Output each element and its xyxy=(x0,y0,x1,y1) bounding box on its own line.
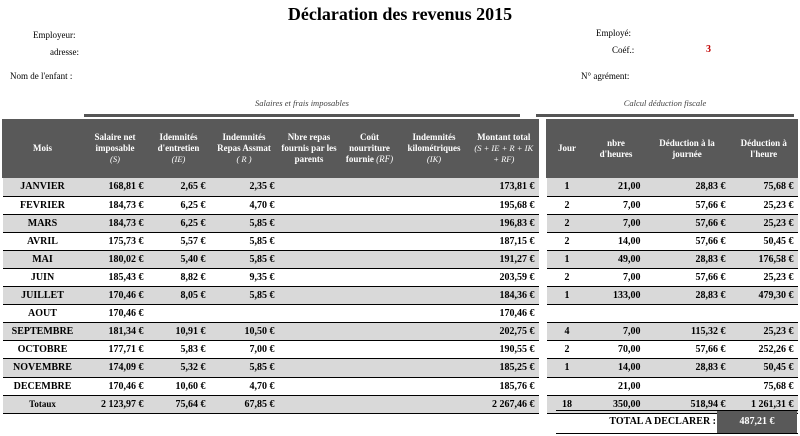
table-row xyxy=(3,196,798,214)
cell-heures: 7,00 xyxy=(588,196,645,214)
header-nbre-repas: Nbre repas fournis par les parents xyxy=(279,119,340,178)
cell-nbre-repas xyxy=(279,341,340,359)
cell-nbre-repas xyxy=(279,287,340,305)
cell-jour: 2 xyxy=(547,341,588,359)
cell-salaire: 168,81 € xyxy=(83,178,148,196)
employe-label: Employé: xyxy=(596,28,631,38)
cell-jour: 1 xyxy=(547,287,588,305)
header-ded-heure: Déduction à l'heure xyxy=(730,119,798,178)
cell-montant: 196,83 € xyxy=(469,214,539,232)
cell-km xyxy=(400,341,469,359)
cell-jour: 18 xyxy=(547,395,588,413)
cell-ded-journee xyxy=(645,377,730,395)
cell-nbre-repas xyxy=(279,214,340,232)
cell-nbre-repas xyxy=(279,232,340,250)
cell-km xyxy=(400,196,469,214)
column-gap xyxy=(539,359,547,377)
cell-km xyxy=(400,323,469,341)
cell-mois: SEPTEMBRE xyxy=(3,323,83,341)
cell-salaire: 170,46 € xyxy=(83,377,148,395)
cell-nbre-repas xyxy=(279,178,340,196)
header-cout: Coût nourriture fournie (RF) xyxy=(340,119,400,178)
cell-nbre-repas xyxy=(279,196,340,214)
cell-montant: 170,46 € xyxy=(469,305,539,323)
cell-ded-heure: 50,45 € xyxy=(730,359,798,377)
column-gap xyxy=(539,196,547,214)
cell-entretien: 75,64 € xyxy=(148,395,210,413)
cell-ded-heure: 479,30 € xyxy=(730,287,798,305)
cell-ded-journee: 518,94 € xyxy=(645,395,730,413)
cell-ded-heure: 75,68 € xyxy=(730,178,798,196)
cell-km xyxy=(400,305,469,323)
cell-mois: NOVEMBRE xyxy=(3,359,83,377)
cell-ded-journee: 57,66 € xyxy=(645,232,730,250)
table-row xyxy=(3,250,798,268)
cell-jour: 4 xyxy=(547,323,588,341)
cell-salaire: 180,02 € xyxy=(83,250,148,268)
cell-entretien xyxy=(148,305,210,323)
cell-montant: 2 267,46 € xyxy=(469,395,539,413)
cell-mois: MARS xyxy=(3,214,83,232)
agrement-label: N° agrément: xyxy=(581,71,630,81)
cell-ded-heure: 25,23 € xyxy=(730,268,798,286)
table-row xyxy=(3,341,798,359)
cell-km xyxy=(400,268,469,286)
cell-mois: JUIN xyxy=(3,268,83,286)
cell-salaire: 184,73 € xyxy=(83,214,148,232)
cell-heures xyxy=(588,305,645,323)
cell-heures: 70,00 xyxy=(588,341,645,359)
table-row xyxy=(3,287,798,305)
cell-km xyxy=(400,395,469,413)
cell-mois: JANVIER xyxy=(3,178,83,196)
cell-repas: 67,85 € xyxy=(210,395,279,413)
cell-montant: 185,25 € xyxy=(469,359,539,377)
cell-nbre-repas xyxy=(279,268,340,286)
cell-ded-journee: 28,83 € xyxy=(645,250,730,268)
cell-jour: 1 xyxy=(547,359,588,377)
cell-ded-journee: 115,32 € xyxy=(645,323,730,341)
cell-km xyxy=(400,359,469,377)
cell-mois: AVRIL xyxy=(3,232,83,250)
column-gap xyxy=(539,178,547,196)
cell-entretien: 10,91 € xyxy=(148,323,210,341)
table-row xyxy=(3,359,798,377)
cell-repas: 5,85 € xyxy=(210,232,279,250)
column-gap xyxy=(539,323,547,341)
cell-salaire: 181,34 € xyxy=(83,323,148,341)
cell-nbre-repas xyxy=(279,359,340,377)
cell-cout xyxy=(340,287,400,305)
cell-nbre-repas xyxy=(279,323,340,341)
cell-cout xyxy=(340,232,400,250)
coef-value: 3 xyxy=(706,44,711,55)
cell-jour: 1 xyxy=(547,250,588,268)
table-row xyxy=(3,268,798,286)
cell-entretien: 10,60 € xyxy=(148,377,210,395)
cell-mois: AOUT xyxy=(3,305,83,323)
cell-mois: Totaux xyxy=(3,395,83,413)
cell-jour: 1 xyxy=(547,178,588,196)
cell-ded-journee: 57,66 € xyxy=(645,196,730,214)
cell-cout xyxy=(340,268,400,286)
cell-ded-heure: 50,45 € xyxy=(730,232,798,250)
header-entretien: Idemnités d'entretien (IE) xyxy=(148,119,210,178)
cell-repas: 5,85 € xyxy=(210,287,279,305)
cell-entretien: 8,82 € xyxy=(148,268,210,286)
cell-repas: 10,50 € xyxy=(210,323,279,341)
cell-jour: 2 xyxy=(547,268,588,286)
cell-mois: OCTOBRE xyxy=(3,341,83,359)
cell-ded-heure: 176,58 € xyxy=(730,250,798,268)
table-row xyxy=(3,377,798,395)
cell-entretien: 6,25 € xyxy=(148,214,210,232)
cell-heures: 350,00 xyxy=(588,395,645,413)
cell-ded-heure: 25,23 € xyxy=(730,214,798,232)
header-ded-journee: Déduction à la journée xyxy=(645,119,730,178)
header-jour: Jour xyxy=(547,119,588,178)
cell-heures: 133,00 xyxy=(588,287,645,305)
cell-ded-journee: 28,83 € xyxy=(645,359,730,377)
cell-cout xyxy=(340,341,400,359)
cell-mois: MAI xyxy=(3,250,83,268)
cell-jour: 2 xyxy=(547,196,588,214)
cell-salaire: 185,43 € xyxy=(83,268,148,286)
cell-km xyxy=(400,178,469,196)
cell-entretien: 5,57 € xyxy=(148,232,210,250)
cell-ded-journee xyxy=(645,305,730,323)
cell-cout xyxy=(340,323,400,341)
column-gap xyxy=(539,214,547,232)
cell-cout xyxy=(340,305,400,323)
cell-heures: 14,00 xyxy=(588,359,645,377)
column-gap xyxy=(539,119,547,178)
cell-cout xyxy=(340,359,400,377)
header-heures: nbre d'heures xyxy=(588,119,645,178)
cell-nbre-repas xyxy=(279,395,340,413)
cell-heures: 7,00 xyxy=(588,323,645,341)
cell-salaire: 170,46 € xyxy=(83,287,148,305)
column-gap xyxy=(539,341,547,359)
cell-repas: 5,85 € xyxy=(210,214,279,232)
cell-salaire: 174,09 € xyxy=(83,359,148,377)
cell-km xyxy=(400,232,469,250)
nom-enfant-label: Nom de l'enfant : xyxy=(10,71,73,81)
cell-nbre-repas xyxy=(279,250,340,268)
cell-nbre-repas xyxy=(279,305,340,323)
cell-montant: 187,15 € xyxy=(469,232,539,250)
cell-ded-journee: 57,66 € xyxy=(645,341,730,359)
cell-cout xyxy=(340,377,400,395)
cell-heures: 49,00 xyxy=(588,250,645,268)
cell-km xyxy=(400,287,469,305)
cell-montant: 173,81 € xyxy=(469,178,539,196)
column-gap xyxy=(539,287,547,305)
cell-montant: 203,59 € xyxy=(469,268,539,286)
cell-ded-heure: 75,68 € xyxy=(730,377,798,395)
cell-entretien: 5,40 € xyxy=(148,250,210,268)
page-title: Déclaration des revenus 2015 xyxy=(287,4,513,24)
cell-ded-heure: 25,23 € xyxy=(730,196,798,214)
cell-montant: 190,55 € xyxy=(469,341,539,359)
cell-jour xyxy=(547,305,588,323)
cell-ded-journee: 57,66 € xyxy=(645,214,730,232)
cell-entretien: 6,25 € xyxy=(148,196,210,214)
cell-heures: 7,00 xyxy=(588,268,645,286)
cell-entretien: 5,32 € xyxy=(148,359,210,377)
cell-heures: 21,00 xyxy=(588,377,645,395)
cell-repas: 2,35 € xyxy=(210,178,279,196)
cell-cout xyxy=(340,178,400,196)
cell-repas: 7,00 € xyxy=(210,341,279,359)
cell-montant: 195,68 € xyxy=(469,196,539,214)
cell-salaire: 2 123,97 € xyxy=(83,395,148,413)
header-salaire: Salaire net imposable (S) xyxy=(83,119,148,178)
column-gap xyxy=(539,250,547,268)
group-label-deduction: Calcul déduction fiscale xyxy=(623,98,707,108)
cell-ded-heure: 1 261,31 € xyxy=(730,395,798,413)
cell-heures: 7,00 xyxy=(588,214,645,232)
header-km: Indemnités kilométriques (IK) xyxy=(400,119,469,178)
table-row xyxy=(3,323,798,341)
table-row xyxy=(3,305,798,323)
cell-montant: 185,76 € xyxy=(469,377,539,395)
table-header xyxy=(3,119,798,178)
cell-mois: JUILLET xyxy=(3,287,83,305)
cell-cout xyxy=(340,214,400,232)
total-declarer-label: TOTAL A DECLARER : xyxy=(609,416,716,427)
cell-repas: 5,85 € xyxy=(210,250,279,268)
cell-mois: FEVRIER xyxy=(3,196,83,214)
cell-mois: DECEMBRE xyxy=(3,377,83,395)
column-gap xyxy=(539,395,547,413)
cell-ded-journee: 57,66 € xyxy=(645,268,730,286)
total-declarer-value: 487,21 € xyxy=(717,411,797,433)
coef-label: Coéf.: xyxy=(612,45,635,55)
group-label-salaires: Salaires et frais imposables xyxy=(255,98,349,108)
adresse-label: adresse: xyxy=(50,47,79,57)
cell-repas xyxy=(210,305,279,323)
table-row xyxy=(3,178,798,196)
column-gap xyxy=(539,377,547,395)
employeur-label: Employeur: xyxy=(33,30,76,40)
header-repas: Indemnités Repas Assmat ( R ) xyxy=(210,119,279,178)
cell-jour: 2 xyxy=(547,232,588,250)
revenue-table xyxy=(2,119,798,414)
cell-ded-journee: 28,83 € xyxy=(645,178,730,196)
cell-km xyxy=(400,250,469,268)
cell-salaire: 184,73 € xyxy=(83,196,148,214)
cell-jour xyxy=(547,377,588,395)
column-gap xyxy=(539,232,547,250)
cell-repas: 5,85 € xyxy=(210,359,279,377)
cell-repas: 9,35 € xyxy=(210,268,279,286)
column-gap xyxy=(539,305,547,323)
cell-entretien: 5,83 € xyxy=(148,341,210,359)
cell-heures: 21,00 xyxy=(588,178,645,196)
cell-repas: 4,70 € xyxy=(210,377,279,395)
cell-km xyxy=(400,214,469,232)
cell-cout xyxy=(340,250,400,268)
header-montant: Montant total (S + IE + R + IK + RF) xyxy=(469,119,539,178)
cell-nbre-repas xyxy=(279,377,340,395)
group-divider-right xyxy=(536,114,794,117)
cell-cout xyxy=(340,395,400,413)
column-gap xyxy=(539,268,547,286)
cell-montant: 184,36 € xyxy=(469,287,539,305)
cell-ded-heure: 25,23 € xyxy=(730,323,798,341)
header-mois: Mois xyxy=(3,119,83,178)
cell-jour: 2 xyxy=(547,214,588,232)
cell-ded-heure: 252,26 € xyxy=(730,341,798,359)
cell-km xyxy=(400,377,469,395)
cell-heures: 14,00 xyxy=(588,232,645,250)
cell-entretien: 8,05 € xyxy=(148,287,210,305)
table-row xyxy=(3,232,798,250)
cell-entretien: 2,65 € xyxy=(148,178,210,196)
cell-ded-journee: 28,83 € xyxy=(645,287,730,305)
table-row xyxy=(3,214,798,232)
cell-ded-heure xyxy=(730,305,798,323)
cell-montant: 191,27 € xyxy=(469,250,539,268)
cell-salaire: 175,73 € xyxy=(83,232,148,250)
cell-montant: 202,75 € xyxy=(469,323,539,341)
cell-salaire: 177,71 € xyxy=(83,341,148,359)
cell-cout xyxy=(340,196,400,214)
cell-salaire: 170,46 € xyxy=(83,305,148,323)
group-divider-left xyxy=(84,114,520,117)
cell-repas: 4,70 € xyxy=(210,196,279,214)
